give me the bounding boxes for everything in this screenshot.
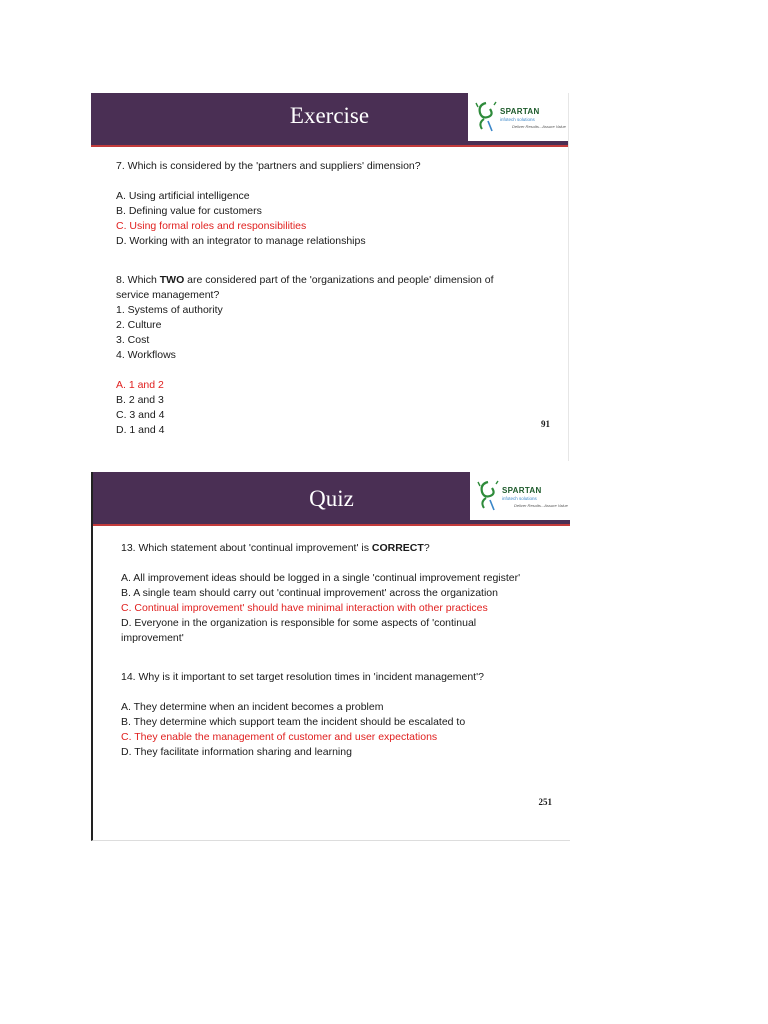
q13-option-c-answer: C. Continual improvement' should have minimal interaction with other practices <box>121 602 488 614</box>
q8-option-b: B. 2 and 3 <box>116 394 164 406</box>
q8-text-cont: are considered part of the 'organizations and people' dimension of <box>184 274 494 286</box>
slide-content <box>121 541 550 760</box>
question-8-line2: service management? <box>116 289 220 301</box>
company-logo <box>468 93 568 141</box>
question-7: 7. Which is considered by the 'partners and suppliers' dimension? <box>116 160 421 172</box>
q8-item-2: 2. Culture <box>116 319 162 331</box>
q13-option-d-cont: improvement' <box>121 632 184 644</box>
q8-option-d: D. 1 and 4 <box>116 424 165 436</box>
q7-option-a: A. Using artificial intelligence <box>116 190 250 202</box>
header-stripe <box>93 524 570 526</box>
q8-emphasis: TWO <box>159 274 185 286</box>
slide-header <box>91 93 568 145</box>
q13-option-a: A. All improvement ideas should be logged in a single 'continual improvement register' <box>121 572 521 584</box>
q7-option-b: B. Defining value for customers <box>116 205 262 217</box>
q8-option-a-answer: A. 1 and 2 <box>116 379 164 391</box>
q8-item-1: 1. Systems of authority <box>116 304 223 316</box>
q8-item-4: 4. Workflows <box>116 349 176 361</box>
q14-option-d: D. They facilitate information sharing and learning <box>121 746 352 758</box>
question-13 <box>121 541 550 556</box>
page-number: 251 <box>538 797 552 807</box>
logo-name: SPARTAN <box>502 486 542 495</box>
q14-option-c-answer: C. They enable the management of customer and user expectations <box>121 731 438 743</box>
logo-tagline: Deliver Results...Assure Value <box>512 124 566 129</box>
company-logo <box>470 472 570 520</box>
slide-content <box>116 159 548 438</box>
quiz-slide <box>91 472 570 841</box>
q13-option-d: D. Everyone in the organization is responsible for some aspects of 'continual <box>121 617 477 629</box>
q7-option-d: D. Working with an integrator to manage relationships <box>116 235 366 247</box>
q7-option-c-answer: C. Using formal roles and responsibilities <box>116 220 307 232</box>
spartan-logo-icon <box>474 99 498 133</box>
slide-header <box>93 472 570 524</box>
question-8 <box>116 273 548 288</box>
logo-name: SPARTAN <box>500 107 540 116</box>
q13-option-b: B. A single team should carry out 'continual improvement' across the organization <box>121 587 498 599</box>
spartan-logo-icon <box>476 478 500 512</box>
q8-item-3: 3. Cost <box>116 334 150 346</box>
q13-emphasis: CORRECT <box>371 542 424 554</box>
q13-text: 13. Which statement about 'continual improvement' is <box>121 542 372 554</box>
page-number: 91 <box>541 419 550 429</box>
q8-option-c: C. 3 and 4 <box>116 409 165 421</box>
logo-subtitle: infotech solutions <box>500 117 535 122</box>
logo-tagline: Deliver Results...Assure Value <box>514 503 568 508</box>
exercise-slide <box>91 93 569 461</box>
q13-text-cont: ? <box>423 542 430 554</box>
q14-option-b: B. They determine which support team the incident should be escalated to <box>121 716 466 728</box>
q14-option-a: A. They determine when an incident becomes a problem <box>121 701 384 713</box>
header-stripe <box>91 145 568 147</box>
logo-subtitle: infotech solutions <box>502 496 537 501</box>
question-14: 14. Why is it important to set target resolution times in 'incident management'? <box>121 671 484 683</box>
slide-title: Exercise <box>289 103 370 128</box>
q8-text: 8. Which <box>116 274 160 286</box>
slide-title: Quiz <box>309 486 354 511</box>
